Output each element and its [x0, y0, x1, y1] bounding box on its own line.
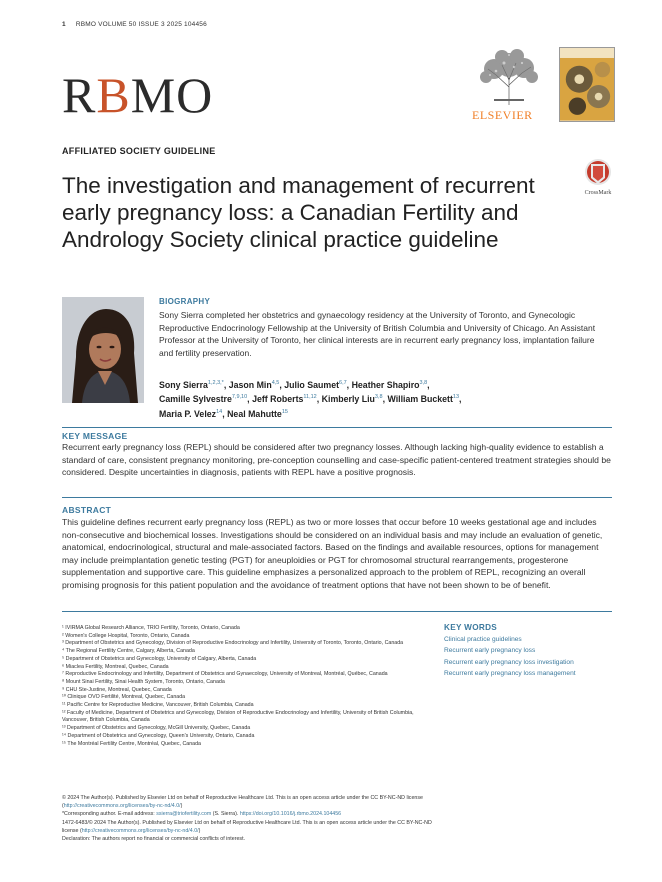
- email-link[interactable]: ssierra@triofertility.com: [156, 811, 212, 818]
- journal-cover-image: [559, 47, 615, 122]
- article-title: The investigation and management of recurrent early pregnancy loss: a Canadian Fertility and Andrology Society clinical practice guideline: [62, 173, 535, 252]
- abstract-text: This guideline defines recurrent early pregnancy loss (REPL) as two or more losses that occur before 10 weeks gestational age and includes non-consecutive and biochemical losses. Investigations should be considered on an individual basis and may include an evaluation of genetic, anatomical, endocrinological, structural and male-associated factors. Based on the findings and available resources, options for management may include preimplantation genetic testing (PGT) for aneuploidies or PGT for chromosomal structural rearrangements, progesterone supplementation and supportive care. This guideline emphasizes a personalized approach to the problem of REPL, recognizing an overall promising prognosis for this patient population and the avoidance of treatment options that have not been shown to be of benefit.: [62, 517, 603, 590]
- author[interactable]: Neal Mahutte$^{15}$: [227, 408, 288, 419]
- author[interactable]: Sony Sierra$^{1,2,3,*}$,: [159, 379, 229, 390]
- footer-notes: [62, 794, 432, 843]
- crossmark-icon[interactable]: [578, 158, 618, 196]
- publisher-name: ELSEVIER: [472, 108, 533, 122]
- abstract-heading: ABSTRACT: [62, 505, 112, 515]
- license-link[interactable]: http://creativecommons.org/licenses/by-nc-nd/4.0/: [63, 803, 181, 810]
- affiliation: ⁷ Reproductive Endocrinology and Infertility, Department of Obstetrics and Gynaecology, University of Montreal, Montréal, Québec, Canada: [62, 671, 388, 678]
- author[interactable]: Jason Min$^{4,5}$,: [228, 379, 285, 390]
- article-category: AFFILIATED SOCIETY GUIDELINE: [62, 146, 216, 156]
- author[interactable]: Camille Sylvestre$^{7,9,10}$,: [159, 394, 253, 405]
- key-message-heading: KEY MESSAGE: [62, 431, 128, 441]
- biography-heading: BIOGRAPHY: [159, 297, 211, 306]
- affiliation: ⁸ Mount Sinai Fertility, Sinai Health System, Toronto, Ontario, Canada: [62, 678, 225, 685]
- key-message-text: Recurrent early pregnancy loss (REPL) should be considered after two pregnancy losses. Although lacking high-quality evidence to establish a standard of care, consistent pregnancy monitoring, pre-conception counselling and case-specific patient-centered treatment strategies should be considered. Despite uncertainties in diagnosis, patients with REPL have a positive prognosis.: [62, 442, 611, 478]
- running-head: [62, 21, 207, 28]
- divider: [62, 497, 612, 498]
- affiliation: ¹⁴ Department of Obstetrics and Gynecology, Queen's University, Ontario, Canada: [62, 732, 255, 739]
- affiliation: ⁴ The Regional Fertility Centre, Calgary, Alberta, Canada: [62, 648, 195, 655]
- doi-link[interactable]: https://doi.org/10.1016/j.rbmo.2024.104456: [239, 811, 342, 818]
- affiliation: ¹ IVIRMA Global Research Alliance, TRIO Fertility, Toronto, Ontario, Canada: [62, 625, 240, 631]
- affiliation: ² Women's College Hospital, Toronto, Ontario, Canada: [62, 632, 190, 639]
- license-link[interactable]: http://creativecommons.org/licenses/by-nc-nd/4.0/: [81, 827, 199, 834]
- rbmo-logo: RBMO: [62, 67, 214, 123]
- affiliation: ¹⁰ Clinique OVO Fertilité, Montreal, Quebec, Canada: [62, 694, 186, 701]
- journal-info: RBMO VOLUME 50 ISSUE 3 2025 104456: [75, 21, 207, 28]
- author[interactable]: William Buckett$^{13}$,: [387, 394, 462, 405]
- author[interactable]: Maria P. Velez$^{14}$,: [159, 408, 228, 419]
- keyword-link[interactable]: Recurrent early pregnancy loss investigation: [444, 658, 574, 666]
- affiliation: ¹¹ Pacific Centre for Reproductive Medicine, Vancouver, British Columbia, Canada: [62, 702, 254, 709]
- author[interactable]: Heather Shapiro$^{3,8}$,: [351, 379, 430, 390]
- issn-license: 1472-6483/© 2024 The Author(s). Published by Elsevier Ltd on behalf of Reproductive Healthcare Ltd. This is an open access article under the CC BY-NC-ND license (http://creativecommons.org/licenses/by-nc-nd/4.0/): [62, 819, 432, 834]
- affiliation: ⁶ Miaclea Fertility, Montreal, Quebec, Canada: [62, 663, 169, 670]
- affiliation: ⁵ Department of Obstetrics and Gynecology, University of Calgary, Alberta, Canada: [62, 655, 257, 662]
- affiliation: ¹⁵ The Montréal Fertility Centre, Montréal, Quebec, Canada: [62, 740, 201, 747]
- keyword-link[interactable]: Clinical practice guidelines: [444, 636, 522, 643]
- keywords-list: [444, 634, 576, 679]
- declaration: Declaration: The authors report no financial or commercial conflicts of interest.: [62, 836, 246, 843]
- page-number: 1: [62, 21, 66, 28]
- keyword-link[interactable]: Recurrent early pregnancy loss management: [444, 669, 576, 677]
- affiliation: ¹³ Department of Obstetrics and Gynecology, McGill University, Quebec, Canada: [62, 725, 251, 732]
- keywords-heading: KEY WORDS: [444, 623, 498, 632]
- author[interactable]: Kimberly Liu$^{3,8}$,: [321, 394, 388, 405]
- elsevier-tree-logo: [474, 47, 544, 107]
- affiliation: ³ Department of Obstetrics and Gynecology, Division of Reproductive Endocrinology and Infertility, University of Toronto, Toronto, Ontario, Canada: [62, 640, 404, 647]
- corresponding-author: *Corresponding author. E-mail address: ssierra@triofertility.com (S. Sierra). https://doi.org/10.1016/j.rbmo.2024.104456: [62, 811, 342, 818]
- author[interactable]: Jeff Roberts$^{11,12}$,: [252, 394, 322, 405]
- affiliations-list: [62, 625, 432, 748]
- affiliation: ¹² Faculty of Medicine, Department of Obstetrics and Gynecology, Division of Reproductive Endocrinology and Infertility, University of British Columbia, Vancouver, British Columbia, Canada: [62, 709, 414, 724]
- keyword-link[interactable]: Recurrent early pregnancy loss: [444, 647, 536, 655]
- divider: [62, 611, 612, 612]
- svg-text:CrossMark: CrossMark: [584, 190, 612, 196]
- author-list: [159, 377, 609, 420]
- divider: [62, 427, 612, 428]
- copyright-notice: © 2024 The Author(s). Published by Elsevier Ltd on behalf of Reproductive Healthcare Ltd. This is an open access article under the CC BY-NC-ND license (http://creativecommons.org/licenses/by-nc-nd/4.0/): [62, 795, 423, 810]
- affiliation: ⁹ CHU Ste-Justine, Montreal, Quebec, Canada: [62, 686, 172, 693]
- author[interactable]: Julio Saumet$^{6,7}$,: [284, 379, 352, 390]
- author-photo: [62, 297, 144, 403]
- biography-text: Sony Sierra completed her obstetrics and gynaecology residency at the University of Toronto, and Gynecologic Reproductive Endocrinology Fellowship at the University of British Columbia and University of Chicago. An Assistant Professor at the University of Toronto, her clinical interests are in recurrent early pregnancy loss, implantation failure and fertility preservation.: [159, 310, 596, 358]
